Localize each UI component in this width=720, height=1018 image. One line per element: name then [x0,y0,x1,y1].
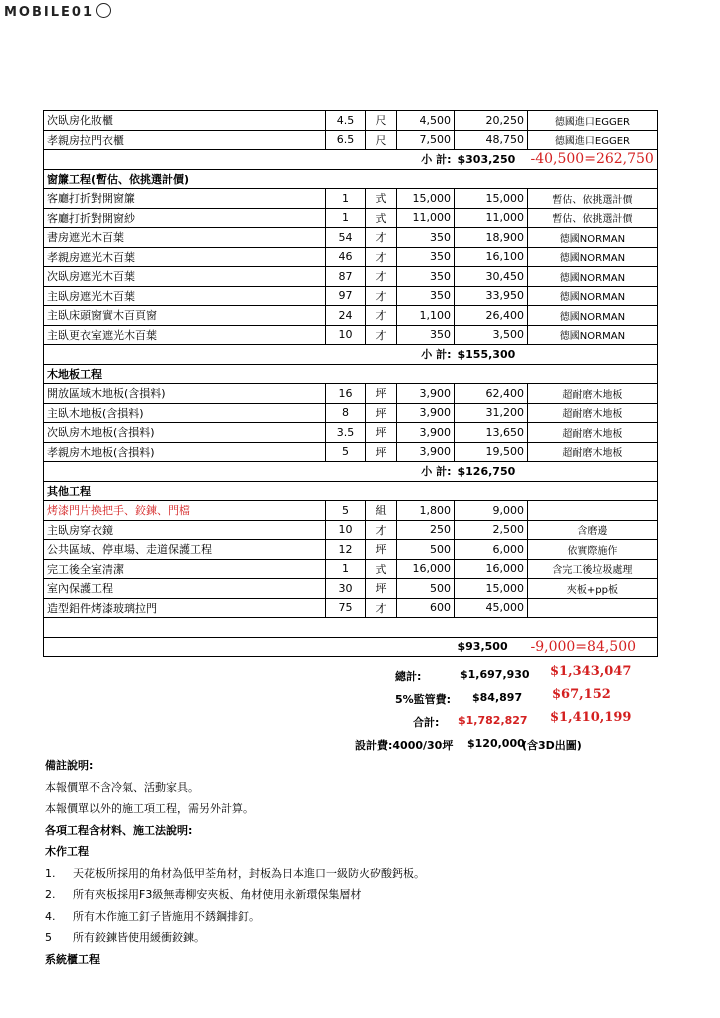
mobile01-logo: MOBILE01 [4,3,111,20]
item-unit-price: 15,000 [397,189,455,209]
item-amount: 16,100 [455,247,528,267]
blank-row [44,618,658,638]
table-row [44,325,658,345]
item-unit-price: 250 [397,520,455,540]
design-fee-value: $120,000 [467,737,525,750]
item-qty: 1 [326,208,366,228]
subtotal-value: $93,500 [455,637,528,657]
table-row [44,598,658,618]
materials-title: 各項工程含材料、施工法說明: [45,823,193,837]
item-unit: 坪 [366,579,397,599]
item-amount: 3,500 [455,325,528,345]
item-qty: 97 [326,286,366,306]
item-unit: 坪 [366,442,397,462]
item-unit: 才 [366,520,397,540]
item-qty: 10 [326,325,366,345]
total-label: 總計: [395,670,422,683]
sum-value: $1,782,827 [458,714,528,727]
item-amount: 9,000 [455,501,528,521]
table-row [44,442,658,462]
table-row [44,286,658,306]
table-row [44,208,658,228]
wood-item: 4. 所有木作施工釘子皆施用不銹鋼排釘。 [45,909,260,923]
item-amount: 45,000 [455,598,528,618]
item-qty: 46 [326,247,366,267]
wood-item: 5 所有鉸鍊皆使用緩衝鉸鍊。 [45,931,205,944]
design-fee-label: 設計費:4000/30坪 [355,739,454,752]
item-name: 客廳打折對開窗紗 [44,208,326,228]
subtotal-value: $126,750 [455,462,528,482]
item-name: 孝親房拉門衣櫃 [44,130,326,150]
item-unit-price: 350 [397,325,455,345]
table-row [44,559,658,579]
item-name: 烤漆門片換把手、鉸鍊、門檔 [44,501,326,521]
table-row [44,423,658,443]
remark-line: 本報價單不含冷氣、活動家具。 [45,780,199,794]
item-note: 超耐磨木地板 [528,384,658,404]
item-amount: 13,650 [455,423,528,443]
item-unit: 式 [366,559,397,579]
item-name: 完工後全室清潔 [44,559,326,579]
mgmt-fee-value: $84,897 [472,691,523,704]
blank-cell [44,618,658,638]
item-unit: 坪 [366,423,397,443]
item-note: 德國進口EGGER [528,111,658,131]
subtotal-row [44,345,658,365]
item-note: 德國NORMAN [528,247,658,267]
item-note: 超耐磨木地板 [528,423,658,443]
item-note: 暫估、依挑選計價 [528,208,658,228]
item-qty: 4.5 [326,111,366,131]
item-name: 造型鋁件烤漆玻璃拉門 [44,598,326,618]
item-name: 主臥房遮光木百葉 [44,286,326,306]
item-qty: 1 [326,189,366,209]
item-note: 暫估、依挑選計價 [528,189,658,209]
logo-face-icon [96,3,111,18]
wood-item: 2. 所有夾板採用F3級無毒柳安夾板、角材使用永新環保集層材 [45,888,362,901]
item-unit-price: 3,900 [397,403,455,423]
system-cabinet-title: 系統櫃工程 [45,952,100,966]
item-qty: 75 [326,598,366,618]
item-qty: 87 [326,267,366,287]
total-adjusted: $1,343,047 [550,664,632,679]
table-row [44,520,658,540]
item-unit-price: 500 [397,579,455,599]
notes-section [45,755,425,970]
section-header-row [44,481,658,501]
subtotal-value: $155,300 [455,345,528,365]
subtotal-row [44,637,658,657]
item-unit-price: 4,500 [397,111,455,131]
subtotal-value: $303,250 [455,150,528,170]
item-note: 超耐磨木地板 [528,442,658,462]
item-note: 德國進口EGGER [528,130,658,150]
item-note: 夾板+pp板 [528,579,658,599]
table-row [44,267,658,287]
item-unit: 坪 [366,384,397,404]
subtotal-adjusted [528,345,658,365]
item-name: 主臥木地板(含損料) [44,403,326,423]
table-row [44,130,658,150]
item-unit-price: 3,900 [397,442,455,462]
item-amount: 15,000 [455,189,528,209]
item-unit-price: 11,000 [397,208,455,228]
subtotal-label [44,637,455,657]
item-unit: 才 [366,325,397,345]
item-unit-price: 350 [397,286,455,306]
item-unit-price: 350 [397,267,455,287]
item-unit-price: 3,900 [397,384,455,404]
item-name: 主臥房穿衣鏡 [44,520,326,540]
item-unit-price: 3,900 [397,423,455,443]
subtotal-label: 小 計: [44,462,455,482]
item-unit: 式 [366,208,397,228]
item-amount: 6,000 [455,540,528,560]
item-note: 德國NORMAN [528,267,658,287]
subtotal-adjusted [528,462,658,482]
section-header-row [44,169,658,189]
item-unit: 才 [366,306,397,326]
item-name: 孝親房遮光木百葉 [44,247,326,267]
item-name: 室內保護工程 [44,579,326,599]
item-unit: 才 [366,228,397,248]
item-note: 德國NORMAN [528,306,658,326]
item-unit-price: 1,100 [397,306,455,326]
design-fee-note: (含3D出圖) [522,739,582,752]
item-amount: 18,900 [455,228,528,248]
item-qty: 10 [326,520,366,540]
item-qty: 8 [326,403,366,423]
subtotal-row [44,150,658,170]
quotation-table [43,110,658,657]
item-unit: 才 [366,247,397,267]
remarks-title: 備註說明: [45,759,94,772]
table-row [44,228,658,248]
item-unit-price: 16,000 [397,559,455,579]
item-qty: 5 [326,501,366,521]
mgmt-fee-adjusted: $67,152 [552,687,611,702]
table-row [44,403,658,423]
item-name: 次臥房木地板(含損料) [44,423,326,443]
item-qty: 30 [326,579,366,599]
item-unit-price: 350 [397,247,455,267]
item-qty: 3.5 [326,423,366,443]
item-amount: 30,450 [455,267,528,287]
item-qty: 12 [326,540,366,560]
item-unit: 才 [366,267,397,287]
sum-label: 合計: [413,716,440,729]
subtotal-label: 小 計: [44,345,455,365]
item-amount: 31,200 [455,403,528,423]
item-note [528,501,658,521]
item-amount: 33,950 [455,286,528,306]
item-name: 次臥房化妝櫃 [44,111,326,131]
table-row [44,540,658,560]
item-amount: 48,750 [455,130,528,150]
section-title: 木地板工程 [44,364,658,384]
wood-title: 木作工程 [45,845,89,858]
item-unit-price: 1,800 [397,501,455,521]
table-row [44,384,658,404]
item-unit: 才 [366,598,397,618]
item-amount: 26,400 [455,306,528,326]
item-note: 德國NORMAN [528,228,658,248]
item-name: 孝親房木地板(含損料) [44,442,326,462]
item-qty: 24 [326,306,366,326]
item-name: 主臥床頭窗實木百頁窗 [44,306,326,326]
item-unit: 坪 [366,403,397,423]
sum-adjusted: $1,410,199 [550,710,632,725]
item-name: 公共區域、停車場、走道保護工程 [44,540,326,560]
table-row [44,247,658,267]
item-amount: 62,400 [455,384,528,404]
item-amount: 2,500 [455,520,528,540]
item-unit-price: 350 [397,228,455,248]
item-amount: 11,000 [455,208,528,228]
item-name: 書房遮光木百葉 [44,228,326,248]
item-note [528,598,658,618]
item-amount: 16,000 [455,559,528,579]
section-header-row [44,364,658,384]
item-note: 依實際施作 [528,540,658,560]
item-qty: 5 [326,442,366,462]
item-unit-price: 7,500 [397,130,455,150]
subtotal-row [44,462,658,482]
item-note: 含完工後垃圾處理 [528,559,658,579]
item-unit: 才 [366,286,397,306]
item-unit: 尺 [366,130,397,150]
item-name: 客廳打折對開窗簾 [44,189,326,209]
mgmt-fee-label: 5%監管費: [395,693,452,706]
table-row [44,306,658,326]
item-qty: 54 [326,228,366,248]
item-note: 德國NORMAN [528,325,658,345]
item-amount: 20,250 [455,111,528,131]
remark-line: 本報價單以外的施工項工程，需另外計算。 [45,802,254,815]
subtotal-adjusted: -40,500=262,750 [528,150,658,170]
total-value: $1,697,930 [460,668,530,681]
item-unit: 尺 [366,111,397,131]
item-unit: 組 [366,501,397,521]
item-qty: 1 [326,559,366,579]
table-row [44,111,658,131]
subtotal-adjusted: -9,000=84,500 [528,637,658,657]
item-unit: 坪 [366,540,397,560]
table-row [44,189,658,209]
wood-item: 1. 天花板所採用的角材為低甲荃角材，封板為日本進口一級防火矽酸鈣板。 [45,866,425,880]
item-qty: 6.5 [326,130,366,150]
item-unit-price: 600 [397,598,455,618]
item-name: 次臥房遮光木百葉 [44,267,326,287]
table-row [44,579,658,599]
item-amount: 19,500 [455,442,528,462]
item-name: 主臥更衣室遮光木百葉 [44,325,326,345]
table-row [44,501,658,521]
item-unit: 式 [366,189,397,209]
item-note: 超耐磨木地板 [528,403,658,423]
item-unit-price: 500 [397,540,455,560]
section-title: 窗簾工程(暫估、依挑選計價) [44,169,658,189]
item-amount: 15,000 [455,579,528,599]
item-name: 開放區域木地板(含損料) [44,384,326,404]
item-qty: 16 [326,384,366,404]
item-note: 含磨邊 [528,520,658,540]
subtotal-label: 小 計: [44,150,455,170]
section-title: 其他工程 [44,481,658,501]
item-note: 德國NORMAN [528,286,658,306]
